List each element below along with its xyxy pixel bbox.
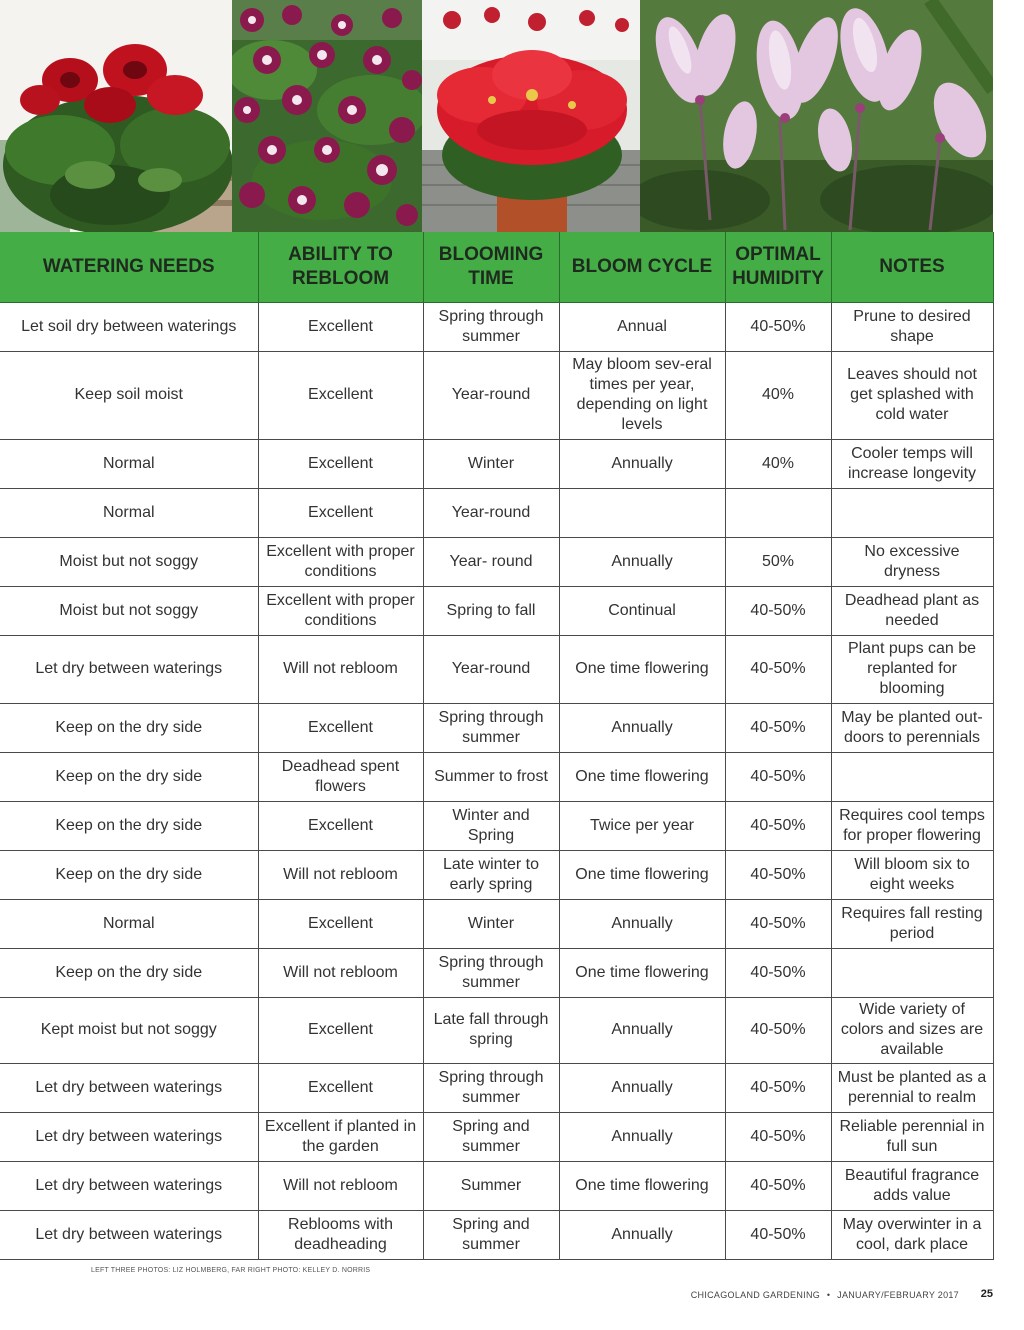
table-row <box>0 703 993 752</box>
table-cell: Twice per year <box>559 801 725 850</box>
table-cell: Normal <box>0 899 258 948</box>
table-cell: Spring through summer <box>423 948 559 997</box>
table-row <box>0 997 993 1063</box>
table-cell: One time flowering <box>559 635 725 703</box>
header-optimal-humidity: OPTIMAL HUMIDITY <box>725 232 831 302</box>
table-cell: One time flowering <box>559 850 725 899</box>
table-cell: Let soil dry between waterings <box>0 302 258 351</box>
footer-separator: • <box>826 1290 831 1300</box>
table-row <box>0 586 993 635</box>
table-cell: Annually <box>559 1112 725 1161</box>
table-cell: Keep soil moist <box>0 351 258 439</box>
table-cell: Annually <box>559 899 725 948</box>
table-cell: Winter and Spring <box>423 801 559 850</box>
table-cell: One time flowering <box>559 1161 725 1210</box>
table-cell: Spring and summer <box>423 1210 559 1259</box>
photo-strip <box>0 0 993 232</box>
table-cell: Let dry between waterings <box>0 1161 258 1210</box>
table-row <box>0 488 993 537</box>
table-cell: Will not rebloom <box>258 948 423 997</box>
table-cell: Prune to desired shape <box>831 302 993 351</box>
table-cell: 40-50% <box>725 1112 831 1161</box>
table-cell: Excellent <box>258 351 423 439</box>
table-cell: Cooler temps will increase longevity <box>831 439 993 488</box>
table-cell: May bloom sev-eral times per year, depending on light levels <box>559 351 725 439</box>
table-cell: 40% <box>725 351 831 439</box>
table-cell <box>831 948 993 997</box>
table-row <box>0 1112 993 1161</box>
table-cell: Year-round <box>423 351 559 439</box>
table-cell: Annually <box>559 1063 725 1112</box>
table-cell: Requires cool temps for proper flowering <box>831 801 993 850</box>
table-cell: Wide variety of colors and sizes are available <box>831 997 993 1063</box>
table-cell: May overwinter in a cool, dark place <box>831 1210 993 1259</box>
table-cell: Winter <box>423 899 559 948</box>
photo-cyclamen <box>640 0 993 232</box>
table-cell: Excellent <box>258 801 423 850</box>
table-cell: 40-50% <box>725 752 831 801</box>
table-cell: Will not rebloom <box>258 635 423 703</box>
table-cell: Deadhead plant as needed <box>831 586 993 635</box>
table-cell: One time flowering <box>559 948 725 997</box>
table-cell: 40-50% <box>725 899 831 948</box>
header-blooming-time: BLOOMING TIME <box>423 232 559 302</box>
table-row <box>0 899 993 948</box>
table-cell: Will not rebloom <box>258 1161 423 1210</box>
table-cell: Excellent <box>258 302 423 351</box>
table-cell: Excellent <box>258 703 423 752</box>
table-row <box>0 439 993 488</box>
table-cell: Deadhead spent flowers <box>258 752 423 801</box>
table-cell: Excellent if planted in the garden <box>258 1112 423 1161</box>
header-ability-to-rebloom: ABILITY TO REBLOOM <box>258 232 423 302</box>
table-header-row <box>0 232 993 302</box>
table-cell: 40-50% <box>725 801 831 850</box>
table-cell: Moist but not soggy <box>0 586 258 635</box>
table-cell: Keep on the dry side <box>0 752 258 801</box>
footer-publication <box>691 1290 959 1300</box>
table-cell: Keep on the dry side <box>0 948 258 997</box>
header-watering-needs: WATERING NEEDS <box>0 232 258 302</box>
table-cell: Reliable perennial in full sun <box>831 1112 993 1161</box>
table-cell: Requires fall resting period <box>831 899 993 948</box>
photo-poinsettia <box>422 0 640 232</box>
table-cell: Reblooms with deadheading <box>258 1210 423 1259</box>
table-cell: Spring to fall <box>423 586 559 635</box>
table-row <box>0 752 993 801</box>
photo-regal-geraniums <box>232 0 422 232</box>
table-cell: Must be planted as a perennial to realm <box>831 1063 993 1112</box>
table-row <box>0 351 993 439</box>
table-cell: Normal <box>0 439 258 488</box>
table-cell <box>559 488 725 537</box>
table-cell: Annually <box>559 703 725 752</box>
table-cell <box>831 488 993 537</box>
table-cell: Late winter to early spring <box>423 850 559 899</box>
table-cell: Keep on the dry side <box>0 703 258 752</box>
table-cell: Let dry between waterings <box>0 1112 258 1161</box>
table-row <box>0 948 993 997</box>
table-cell: 50% <box>725 537 831 586</box>
header-bloom-cycle: BLOOM CYCLE <box>559 232 725 302</box>
table-cell: No excessive dryness <box>831 537 993 586</box>
photo-credits: LEFT THREE PHOTOS: LIZ HOLMBERG, FAR RIGHT PHOTO: KELLEY D. NORRIS <box>91 1267 371 1274</box>
publication-name: CHICAGOLAND GARDENING <box>690 1290 821 1300</box>
table-cell: Keep on the dry side <box>0 801 258 850</box>
table-cell: Excellent <box>258 997 423 1063</box>
table-cell: Let dry between waterings <box>0 635 258 703</box>
page-number: 25 <box>980 1288 993 1300</box>
table-row <box>0 537 993 586</box>
table-cell: Spring through summer <box>423 302 559 351</box>
table-cell: Spring and summer <box>423 1112 559 1161</box>
table-cell: Beautiful fragrance adds value <box>831 1161 993 1210</box>
table-cell <box>831 752 993 801</box>
table-cell: 40-50% <box>725 586 831 635</box>
table-cell: Normal <box>0 488 258 537</box>
table-cell: 40-50% <box>725 302 831 351</box>
table-cell: Keep on the dry side <box>0 850 258 899</box>
table-cell: Spring through summer <box>423 1063 559 1112</box>
table-cell: 40-50% <box>725 997 831 1063</box>
table-cell: Moist but not soggy <box>0 537 258 586</box>
table-cell: 40-50% <box>725 635 831 703</box>
table-row <box>0 1161 993 1210</box>
table-row <box>0 1063 993 1112</box>
table-cell: Continual <box>559 586 725 635</box>
table-cell: Year-round <box>423 635 559 703</box>
table-cell: 40-50% <box>725 703 831 752</box>
photo-red-gloxinia <box>0 0 232 232</box>
table-cell: Will bloom six to eight weeks <box>831 850 993 899</box>
table-cell: Let dry between waterings <box>0 1210 258 1259</box>
table-cell: Year- round <box>423 537 559 586</box>
table-cell: Annually <box>559 997 725 1063</box>
table-cell: Let dry between waterings <box>0 1063 258 1112</box>
table-cell: Excellent <box>258 439 423 488</box>
table-cell: Plant pups can be replanted for blooming <box>831 635 993 703</box>
table-cell: Excellent <box>258 899 423 948</box>
table-cell: 40% <box>725 439 831 488</box>
table-row <box>0 850 993 899</box>
table-cell: Leaves should not get splashed with cold water <box>831 351 993 439</box>
table-cell: Excellent <box>258 1063 423 1112</box>
table-row <box>0 635 993 703</box>
table-cell: Annually <box>559 537 725 586</box>
table-cell: 40-50% <box>725 1063 831 1112</box>
table-cell: One time flowering <box>559 752 725 801</box>
table-row <box>0 1210 993 1259</box>
table-cell: Kept moist but not soggy <box>0 997 258 1063</box>
table-cell: Annual <box>559 302 725 351</box>
table-cell: Summer to frost <box>423 752 559 801</box>
table-cell: Winter <box>423 439 559 488</box>
table-cell: 40-50% <box>725 948 831 997</box>
table-cell: Excellent with proper conditions <box>258 586 423 635</box>
table-cell: May be planted out-doors to perennials <box>831 703 993 752</box>
table-cell: Summer <box>423 1161 559 1210</box>
table-cell: Annually <box>559 439 725 488</box>
table-row <box>0 801 993 850</box>
table-cell: Spring through summer <box>423 703 559 752</box>
table-cell: 40-50% <box>725 1210 831 1259</box>
table-body <box>0 302 993 1259</box>
table-cell: Late fall through spring <box>423 997 559 1063</box>
issue-date: JANUARY/FEBRUARY 2017 <box>837 1290 959 1300</box>
table-cell: Year-round <box>423 488 559 537</box>
table-cell: 40-50% <box>725 1161 831 1210</box>
table-cell <box>725 488 831 537</box>
table-cell: Excellent with proper conditions <box>258 537 423 586</box>
table-cell: Will not rebloom <box>258 850 423 899</box>
header-notes: NOTES <box>831 232 993 302</box>
table-cell: Annually <box>559 1210 725 1259</box>
table-row <box>0 302 993 351</box>
table-cell: 40-50% <box>725 850 831 899</box>
plant-care-table <box>0 232 994 1260</box>
table-cell: Excellent <box>258 488 423 537</box>
